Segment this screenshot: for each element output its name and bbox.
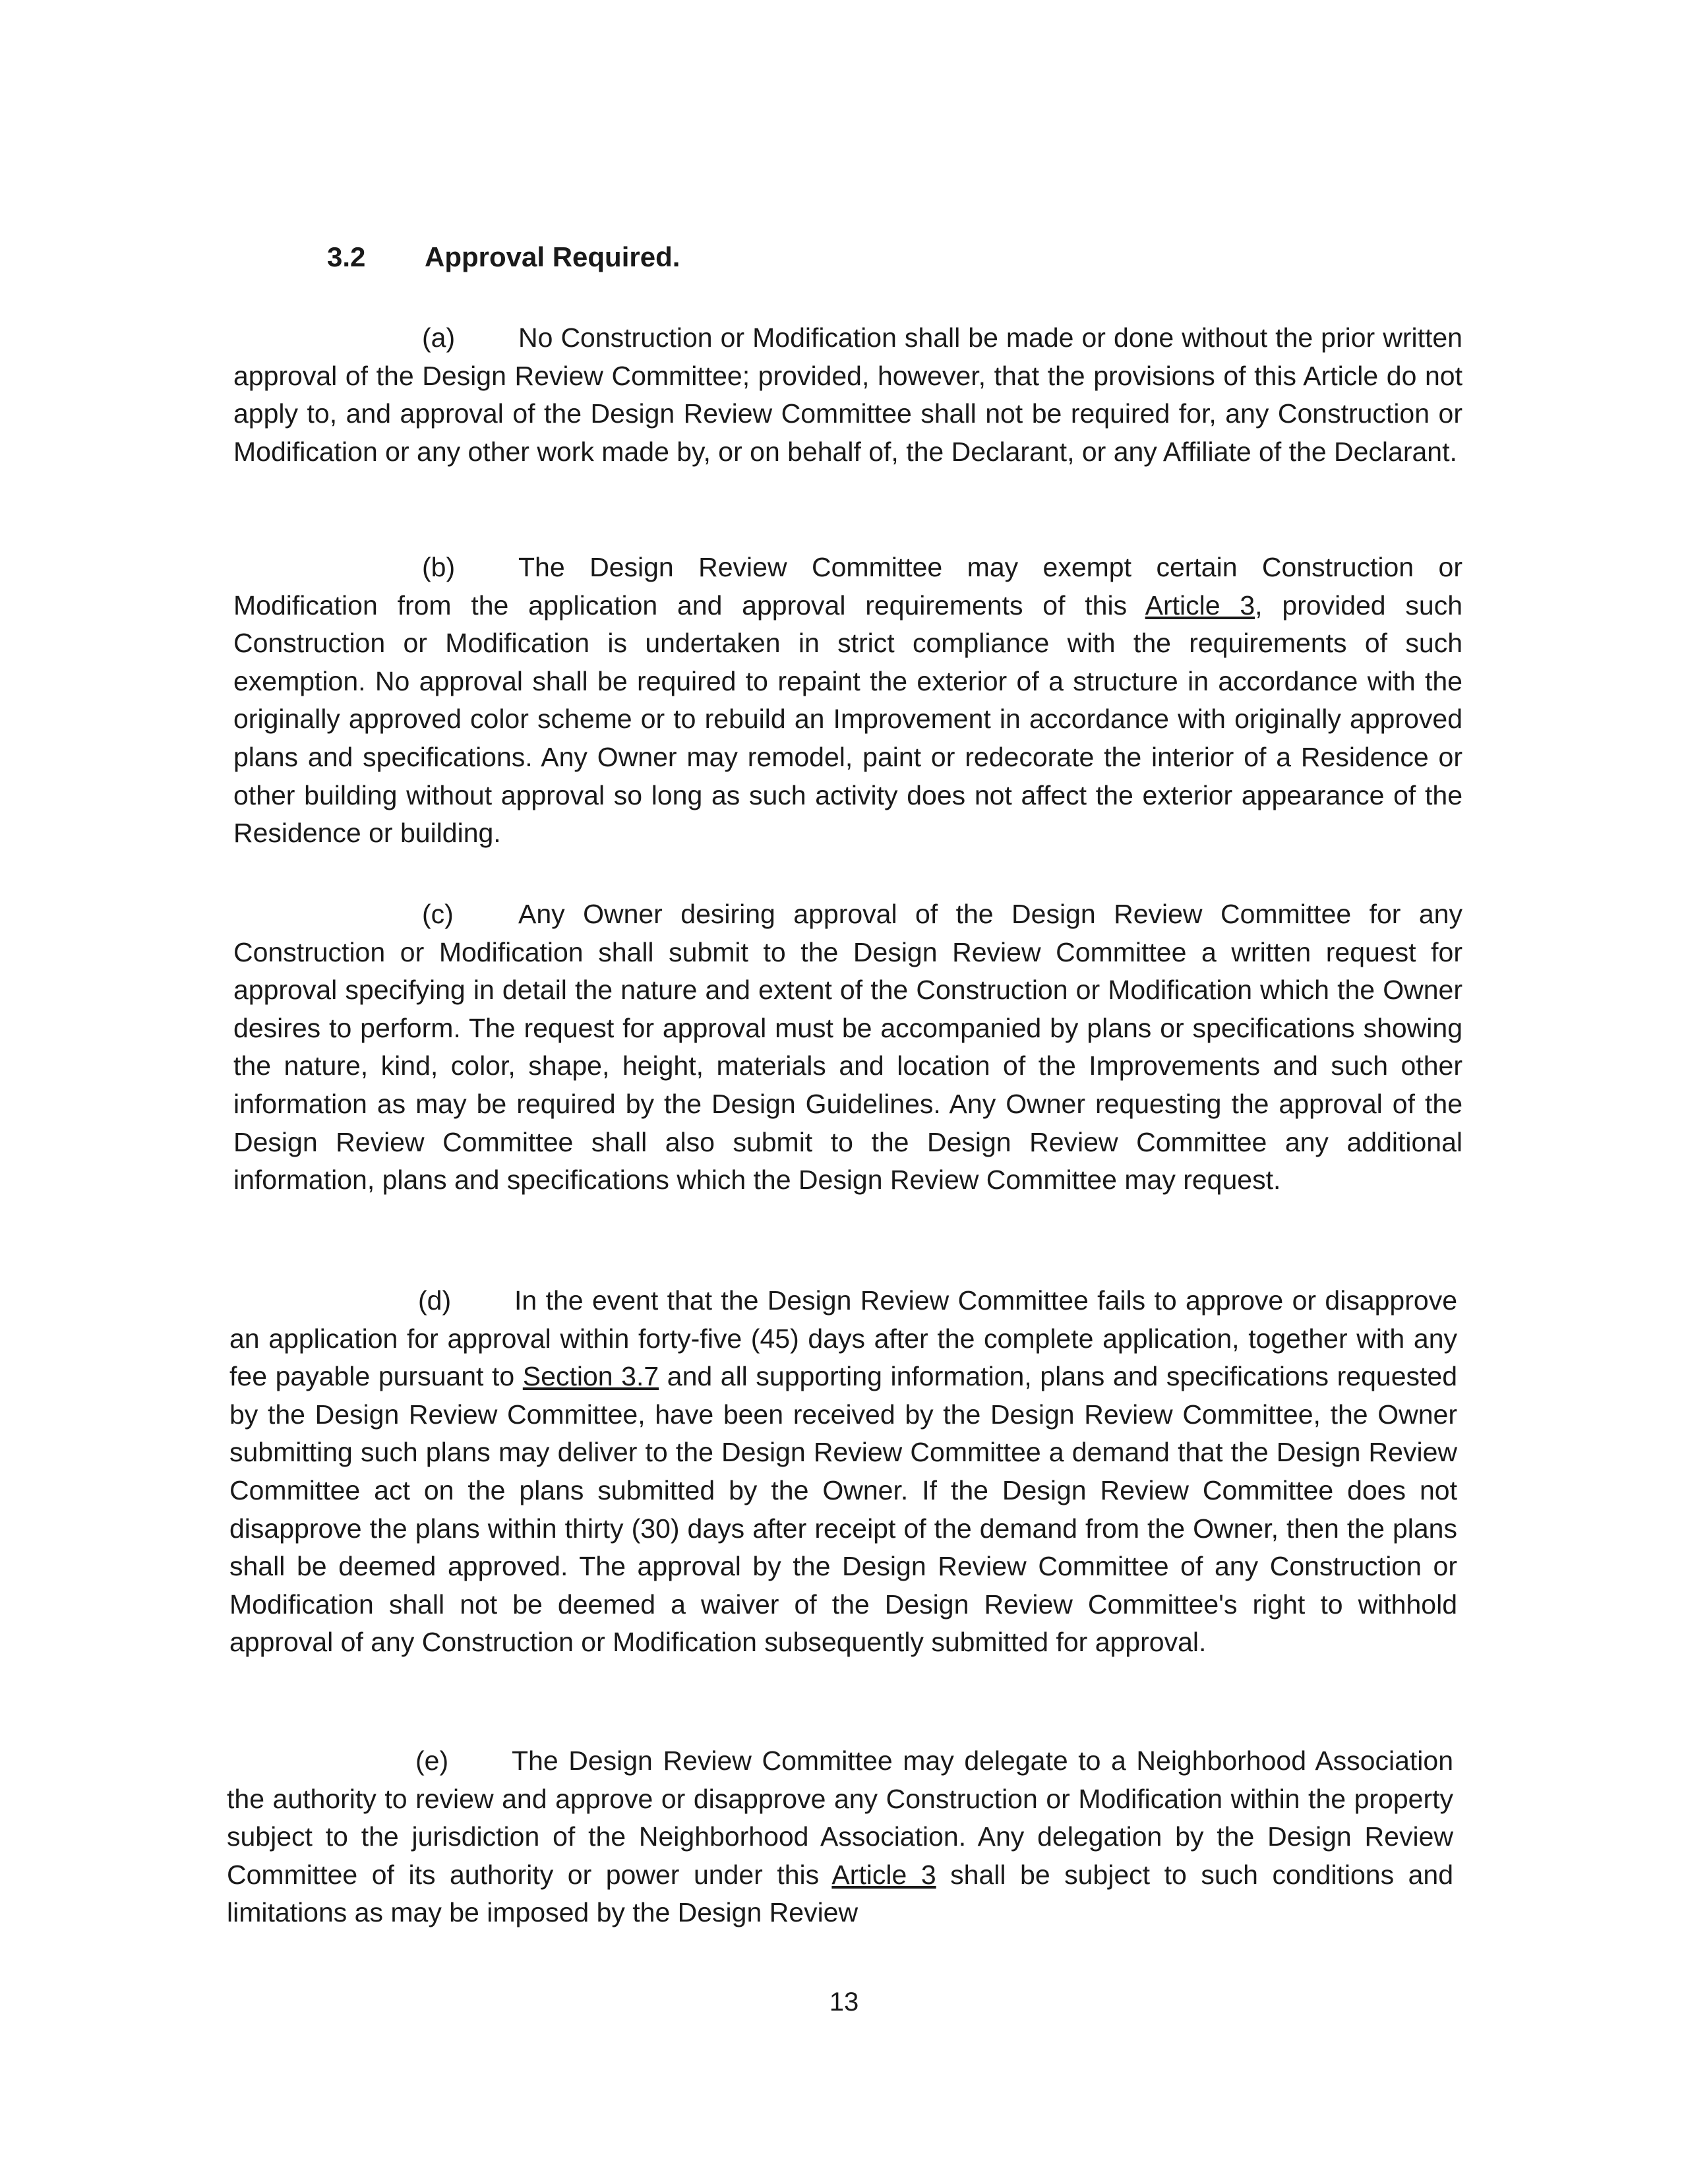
section-heading — [327, 237, 680, 277]
paragraph-e — [227, 1742, 1453, 1932]
paragraph-text: , provided such Construction or Modification is undertaken in strict compliance with the requirements of such exemption. No approval shall be required to repaint the exterior of a structure in accordance with the originally approved color scheme or to rebuild an Improvement in accordance with originally approved plans and specifications. Any Owner may remodel, paint or redecorate the interior of a Residence or other building without approval so long as such activity does not affect the exterior appearance of the Residence or building. — [233, 590, 1462, 849]
paragraph-text: No Construction or Modification shall be made or done without the prior written approval of the Design Review Committee; provided, however, that the provisions of this Article do not apply to, and approval of the Design Review Committee shall not be required for, any Construction or Modification or any other work made by, or on behalf of, the Declarant, or any Affiliate of the Declarant. — [233, 322, 1462, 467]
paragraph-label: (a) — [422, 322, 456, 353]
paragraph-text: and all supporting information, plans and specifications requested by the Design Review Committee, have been received by the Design Review Committee, the Owner submitting such plans may deliver to the Design Review Committee a demand that the Design Review Committee act on the plans submitted by the Owner. If the Design Review Committee does not disapprove the plans within thirty (30) days after receipt of the demand from the Owner, then the plans shall be deemed approved. The approval by the Design Review Committee of any Construction or Modification shall not be deemed a waiver of the Design Review Committee's right to withhold approval of any Construction or Modification subsequently submitted for approval. — [229, 1361, 1457, 1658]
section-title: Approval Required. — [425, 241, 680, 272]
paragraph-d — [229, 1282, 1457, 1662]
paragraph-text: Any Owner desiring approval of the Design Review Committee for any Construction or Modification shall submit to the Design Review Committee a written request for approval specifying in detail the nature and extent of the Construction or Modification which the Owner desires to perform. The request for approval must be accompanied by plans or specifications showing the nature, kind, color, shape, height, materials and location of the Improvements and such other information as may be required by the Design Guidelines. Any Owner requesting the approval of the Design Review Committee shall also submit to the Design Review Committee any additional information, plans and specifications which the Design Review Committee may request. — [233, 899, 1462, 1196]
paragraph-c — [233, 895, 1462, 1199]
paragraph-label: (d) — [418, 1285, 452, 1316]
section-number: 3.2 — [327, 241, 366, 272]
paragraph-label: (b) — [422, 552, 456, 582]
paragraph-a — [233, 319, 1462, 471]
paragraph-label: (c) — [422, 899, 454, 929]
paragraph-b — [233, 549, 1462, 853]
paragraph-text: In the event that the Design Review Committee fails to approve or disapprove an application for approval within forty-five (45) days after the complete application, together with any fee payable pursuant to — [229, 1285, 1457, 1392]
paragraph-text: The Design Review Committee may exempt certain Construction or Modification from the application and approval requirements of this — [233, 552, 1462, 621]
paragraph-label: (e) — [415, 1745, 449, 1776]
section-3-7-reference: Section 3.7 — [522, 1361, 659, 1392]
paragraph-text: shall be subject to such conditions and limitations as may be imposed by the Design Review — [227, 1859, 1453, 1928]
page-number: 13 — [829, 1987, 859, 2017]
paragraph-text: The Design Review Committee may delegate to a Neighborhood Association the authority to review and approve or disapprove any Construction or Modification within the property subject to the jurisdiction of the Neighborhood Association. Any delegation by the Design Review Committee of its authority or power under this — [227, 1745, 1453, 1890]
article-3-reference: Article 3 — [831, 1859, 936, 1890]
article-3-reference: Article 3 — [1145, 590, 1255, 621]
